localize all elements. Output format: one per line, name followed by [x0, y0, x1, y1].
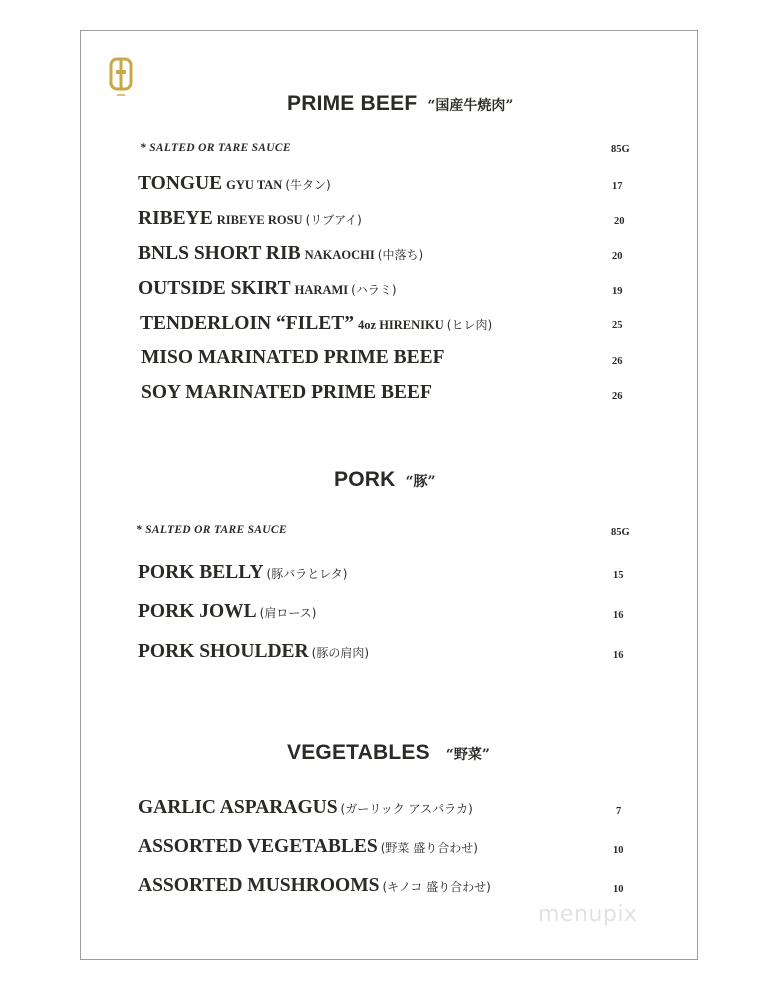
section-title-prime-beef: [287, 92, 513, 116]
portion-unit: 85G: [611, 527, 630, 538]
item-jp: (中落ち): [377, 248, 424, 262]
menu-item-soy-marinated: [141, 382, 432, 404]
item-price: 26: [612, 391, 623, 402]
menu-item-bnls-short-rib: [138, 243, 423, 265]
section-name: PRIME BEEF: [287, 92, 418, 115]
item-jp: (牛タン): [285, 178, 331, 192]
item-name: PORK JOWL: [138, 601, 257, 622]
menu-item-pork-belly: [138, 562, 347, 584]
item-price: 7: [616, 806, 622, 817]
menu-item-outside-skirt: [138, 278, 397, 300]
menu-item-ribeye: [138, 208, 362, 230]
watermark: menupix: [538, 902, 638, 927]
item-jp: (キノコ 盛り合わせ): [382, 880, 491, 894]
menu-item-assorted-vegetables: [138, 836, 478, 858]
sauce-note: * SALTED OR TARE SAUCE: [140, 142, 291, 154]
item-price: 16: [613, 650, 624, 661]
item-jp: (肩ロース): [259, 606, 317, 620]
item-price: 10: [613, 884, 624, 895]
item-name: ASSORTED VEGETABLES: [138, 836, 378, 857]
section-title-vegetables: [287, 741, 490, 765]
item-price: 26: [612, 356, 623, 367]
menu-item-pork-jowl: [138, 601, 316, 623]
item-name: OUTSIDE SKIRT: [138, 278, 291, 299]
item-name: BNLS SHORT RIB: [138, 243, 301, 264]
item-sub: 4oz HIRENIKU: [358, 318, 444, 332]
item-jp: (ヒレ肉): [446, 318, 493, 332]
sauce-note: * SALTED OR TARE SAUCE: [136, 524, 287, 536]
item-jp: (ハラミ): [351, 283, 397, 297]
item-jp: (豚の肩肉): [311, 646, 370, 660]
item-jp: (ガーリック アスパラカ): [340, 802, 473, 816]
section-name: PORK: [334, 468, 396, 491]
section-title-pork: [334, 468, 436, 492]
section-name-jp: “豚”: [405, 474, 436, 490]
item-price: 10: [613, 845, 624, 856]
item-name: RIBEYE: [138, 208, 213, 229]
item-name: GARLIC ASPARAGUS: [138, 797, 338, 818]
item-name: MISO MARINATED PRIME BEEF: [141, 347, 445, 368]
item-price: 15: [613, 570, 624, 581]
item-price: 25: [612, 320, 623, 331]
item-sub: NAKAOCHI: [304, 248, 375, 262]
item-name: ASSORTED MUSHROOMS: [138, 875, 380, 896]
item-jp: (リブアイ): [305, 213, 362, 227]
menu-item-miso-marinated: [141, 347, 445, 369]
item-sub: HARAMI: [294, 283, 349, 297]
menu-item-pork-shoulder: [138, 641, 369, 663]
item-price: 20: [612, 251, 623, 262]
item-price: 17: [612, 181, 623, 192]
item-jp: (豚バラとレタ): [266, 567, 348, 581]
item-jp: (野菜 盛り合わせ): [380, 841, 478, 855]
menu-item-tenderloin: [140, 313, 492, 335]
menu-item-garlic-asparagus: [138, 797, 473, 819]
menu-item-tongue: [138, 173, 331, 195]
item-name: PORK SHOULDER: [138, 641, 309, 662]
menu-frame: [80, 30, 698, 960]
section-name-jp: “野菜”: [445, 747, 490, 763]
item-name: SOY MARINATED PRIME BEEF: [141, 382, 432, 403]
section-name: VEGETABLES: [287, 741, 430, 764]
item-price: 19: [612, 286, 623, 297]
section-name-jp: “国産牛焼肉”: [427, 98, 514, 114]
item-sub: RIBEYE ROSU: [216, 213, 303, 227]
item-name: TENDERLOIN “FILET”: [140, 313, 355, 334]
item-price: 16: [613, 610, 624, 621]
item-sub: GYU TAN: [226, 178, 283, 192]
menu-item-assorted-mushrooms: [138, 875, 491, 897]
item-price: 20: [614, 216, 625, 227]
portion-unit: 85G: [611, 144, 630, 155]
item-name: PORK BELLY: [138, 562, 264, 583]
restaurant-logo-icon: [105, 56, 139, 100]
item-name: TONGUE: [138, 173, 223, 194]
